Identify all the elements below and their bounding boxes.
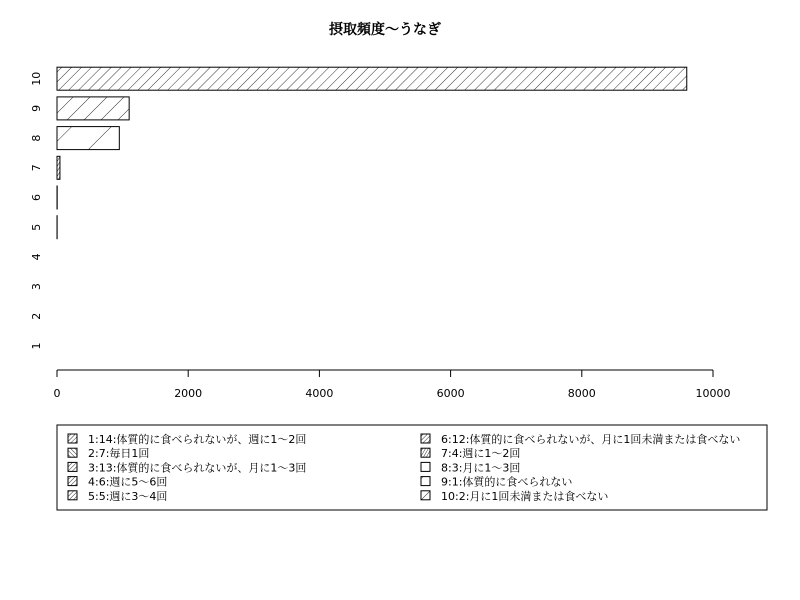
y-tick-label: 2 — [30, 312, 43, 320]
x-tick-label: 2000 — [174, 387, 203, 400]
legend — [68, 432, 740, 503]
y-tick-label: 4 — [30, 253, 43, 261]
bar-8 — [57, 127, 119, 150]
y-axis — [30, 72, 43, 350]
y-tick-label: 1 — [30, 342, 43, 350]
legend-swatch — [68, 491, 77, 500]
legend-item: 3:13:体質的に食べられないが、月に1～3回 — [88, 461, 307, 475]
y-tick-label: 10 — [30, 71, 43, 86]
legend-swatch — [421, 462, 430, 471]
legend-item: 4:6:週に5～6回 — [88, 475, 168, 489]
legend-item: 9:1:体質的に食べられない — [441, 475, 573, 489]
y-tick-label: 5 — [30, 223, 43, 231]
x-tick-label: 6000 — [436, 387, 465, 400]
legend-item: 6:12:体質的に食べられないが、月に1回未満または食べない — [441, 433, 741, 446]
legend-item: 10:2:月に1回未満または食べない — [441, 489, 609, 503]
legend-swatch — [68, 434, 77, 443]
y-tick-label: 6 — [30, 194, 43, 201]
x-tick-label: 0 — [53, 387, 61, 400]
legend-item: 7:4:週に1～2回 — [441, 447, 521, 461]
x-tick-label: 10000 — [695, 387, 731, 400]
bar-9 — [57, 97, 129, 120]
legend-swatch — [421, 491, 430, 500]
y-tick-label: 9 — [30, 104, 43, 112]
chart-title: 摂取頻度～うなぎ — [329, 22, 441, 38]
legend-swatch — [68, 448, 77, 457]
bars-group — [57, 67, 687, 239]
bar-10 — [57, 67, 687, 90]
legend-item: 1:14:体質的に食べられないが、週に1～2回 — [88, 433, 307, 446]
bar-7 — [57, 156, 60, 179]
legend-swatch — [68, 462, 77, 471]
legend-swatch — [421, 434, 430, 443]
legend-item: 2:7:毎日1回 — [88, 447, 150, 461]
legend-swatch — [68, 477, 77, 486]
y-tick-label: 7 — [30, 164, 43, 172]
legend-swatch — [421, 448, 430, 457]
y-tick-label: 3 — [30, 283, 43, 291]
y-tick-label: 8 — [30, 134, 43, 142]
legend-swatch — [421, 477, 430, 486]
x-tick-label: 4000 — [305, 387, 334, 400]
legend-item: 8:3:月に1～3回 — [441, 461, 521, 475]
legend-item: 5:5:週に3～4回 — [88, 489, 168, 503]
x-axis — [54, 370, 731, 400]
x-tick-label: 8000 — [567, 387, 596, 400]
